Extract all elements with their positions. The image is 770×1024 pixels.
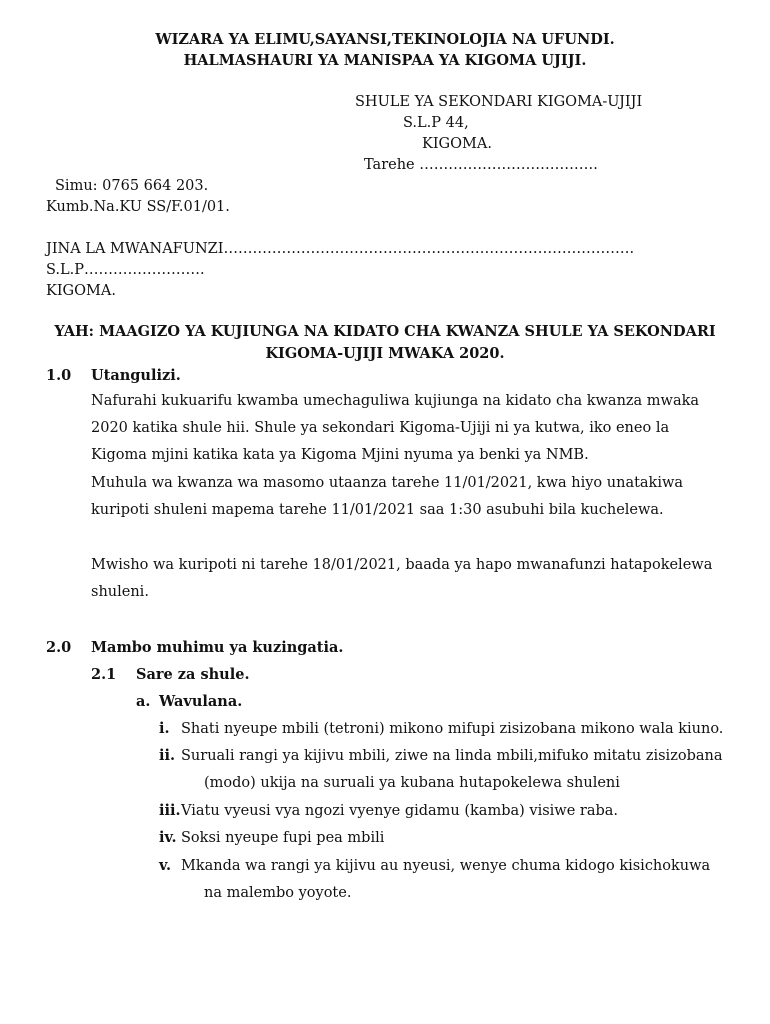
student-city: KIGOMA. bbox=[46, 283, 116, 299]
subsection-title: Sare za shule. bbox=[136, 666, 250, 683]
section-1-title: Utangulizi. bbox=[91, 367, 181, 384]
ministry-heading: WIZARA YA ELIMU,SAYANSI,TEKINOLOJIA NA UFUNDI. bbox=[155, 31, 615, 48]
section-2-number: 2.0 bbox=[46, 639, 72, 656]
intro-line-5: kuripoti shuleni mapema tarehe 11/01/2021 saa 1:30 asubuhi bila kuchelewa. bbox=[91, 502, 664, 518]
list-item-continuation: (modo) ukija na suruali ya kubana hutapokelewa shuleni bbox=[204, 775, 620, 791]
school-po-box: S.L.P 44, bbox=[403, 115, 469, 131]
school-name: SHULE YA SEKONDARI KIGOMA-UJIJI bbox=[355, 94, 643, 110]
list-item-text: Mkanda wa rangi ya kijivu au nyeusi, wenye chuma kidogo kisichokuwa bbox=[181, 858, 711, 874]
school-city: KIGOMA. bbox=[422, 136, 492, 152]
date-line: Tarehe ………………………………. bbox=[364, 157, 598, 173]
section-1-number: 1.0 bbox=[46, 367, 72, 384]
council-heading: HALMASHAURI YA MANISPAA YA KIGOMA UJIJI. bbox=[183, 52, 587, 69]
list-item bbox=[159, 802, 618, 819]
subject-line-2: KIGOMA-UJIJI MWAKA 2020. bbox=[265, 345, 505, 362]
list-item-number: v. bbox=[159, 857, 172, 874]
phone-number: Simu: 0765 664 203. bbox=[55, 178, 209, 194]
list-item-number: iii. bbox=[159, 802, 181, 819]
list-item-text: Suruali rangi ya kijivu mbili, ziwe na linda mbili,mifuko mitatu zisizobana bbox=[181, 748, 723, 764]
intro-line-1: Nafurahi kukuarifu kwamba umechaguliwa kujiunga na kidato cha kwanza mwaka bbox=[91, 393, 700, 409]
list-item bbox=[159, 829, 384, 846]
intro-line-3: Kigoma mjini katika kata ya Kigoma Mjini nyuma ya benki ya NMB. bbox=[91, 447, 589, 463]
list-item-text: Shati nyeupe mbili (tetroni) mikono mifupi zisizobana mikono wala kiuno. bbox=[181, 721, 724, 737]
list-item-number: iv. bbox=[159, 829, 177, 846]
intro-line-4: Muhula wa kwanza wa masomo utaanza tarehe 11/01/2021, kwa hiyo unatakiwa bbox=[91, 475, 684, 491]
list-item-continuation: na malembo yoyote. bbox=[204, 885, 352, 901]
student-name-line: JINA LA MWANAFUNZI…………………………………………………………………………. bbox=[46, 241, 635, 257]
reference-number: Kumb.Na.KU SS/F.01/01. bbox=[46, 199, 230, 215]
list-item-number: i. bbox=[159, 720, 170, 737]
student-po-box: S.L.P……………………. bbox=[46, 262, 205, 278]
intro-line-7: shuleni. bbox=[91, 584, 149, 600]
list-item-text: Viatu vyeusi vya ngozi vyenye gidamu (kamba) visiwe raba. bbox=[181, 803, 619, 819]
list-item-text: Soksi nyeupe fupi pea mbili bbox=[181, 830, 385, 846]
subsection-number: 2.1 bbox=[91, 666, 117, 683]
group-title: Wavulana. bbox=[159, 693, 243, 710]
list-item-number: ii. bbox=[159, 747, 176, 764]
group-letter: a. bbox=[136, 693, 151, 710]
list-item bbox=[159, 747, 722, 764]
section-2-title: Mambo muhimu ya kuzingatia. bbox=[91, 639, 344, 656]
intro-line-6: Mwisho wa kuripoti ni tarehe 18/01/2021, baada ya hapo mwanafunzi hatapokelewa bbox=[91, 557, 713, 573]
list-item bbox=[159, 857, 710, 874]
intro-line-2: 2020 katika shule hii. Shule ya sekondari Kigoma-Ujiji ni ya kutwa, iko eneo la bbox=[91, 420, 670, 436]
subject-line-1: YAH: MAAGIZO YA KUJIUNGA NA KIDATO CHA KWANZA SHULE YA SEKONDARI bbox=[54, 323, 716, 340]
list-item bbox=[159, 720, 723, 737]
